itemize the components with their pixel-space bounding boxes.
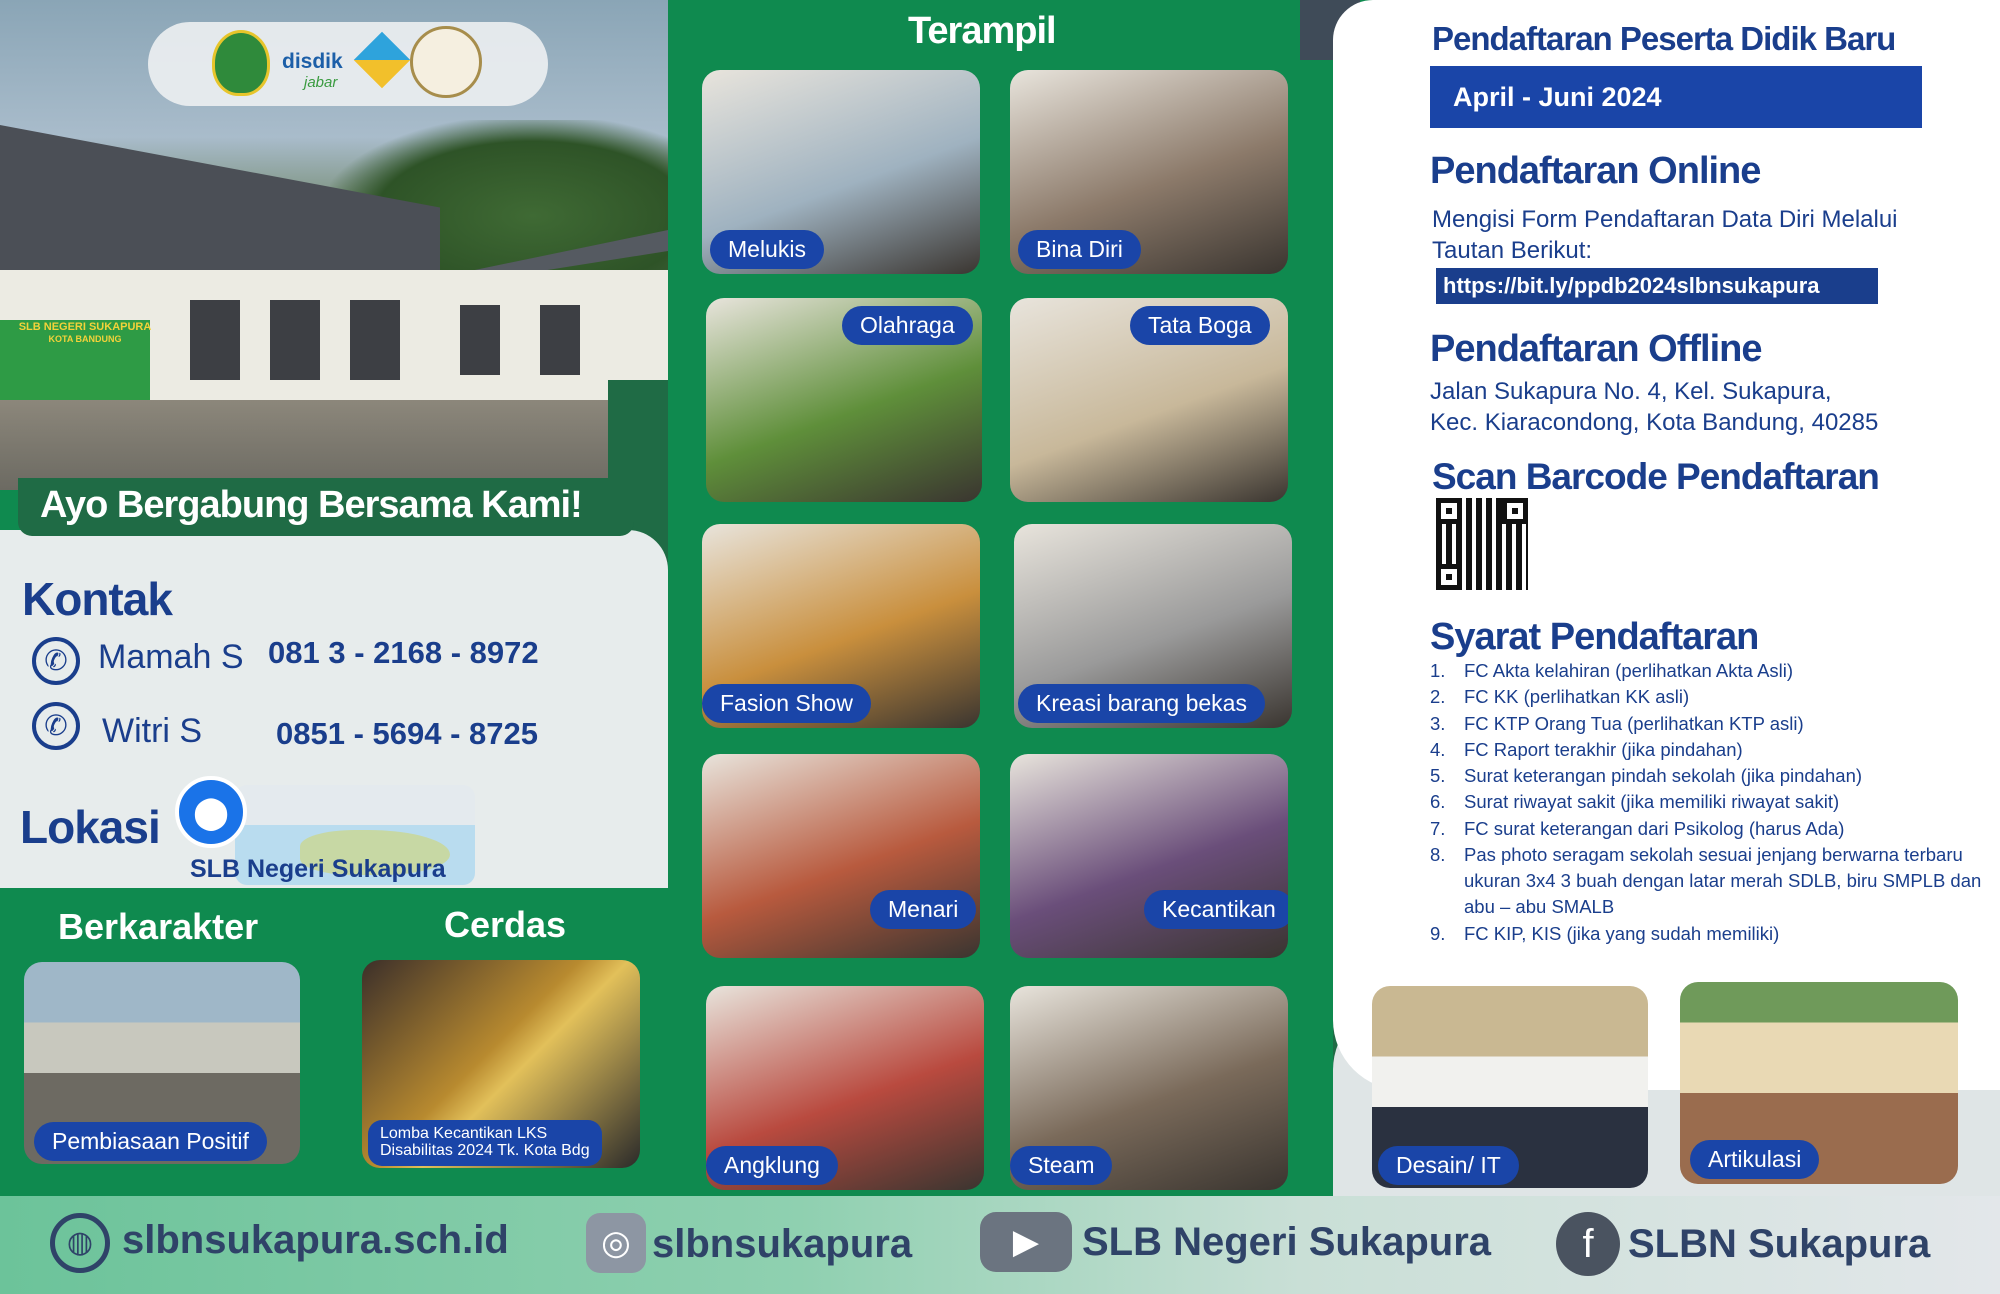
- requirement-item: [1430, 711, 1990, 737]
- requirement-text: FC KK (perlihatkan KK asli): [1464, 686, 1690, 708]
- skill-photo-4: [702, 524, 980, 728]
- contact-phone-1[interactable]: 081 3 - 2168 - 8972: [268, 635, 539, 670]
- skill-photo-5: [1014, 524, 1292, 728]
- requirement-text: FC Raport terakhir (jika pindahan): [1464, 738, 1743, 760]
- requirement-number: 4.: [1430, 738, 1446, 760]
- photo-desain-it: [1372, 986, 1648, 1188]
- skill-photo-6: [702, 754, 980, 958]
- skill-tag: Melukis: [710, 230, 824, 269]
- location-title: Lokasi: [20, 801, 160, 853]
- skill-photo-1: [1010, 70, 1288, 274]
- instagram-link[interactable]: slbnsukapura: [652, 1222, 913, 1266]
- website-link[interactable]: slbnsukapura.sch.id: [122, 1218, 509, 1262]
- youtube-icon: ▶: [980, 1212, 1072, 1272]
- requirement-item: [1430, 816, 1990, 842]
- skill-photo-7: [1010, 754, 1288, 958]
- skill-tag: Bina Diri: [1018, 230, 1141, 269]
- skill-tag: Angklung: [706, 1146, 838, 1185]
- skill-tag: Kreasi barang bekas: [1018, 684, 1265, 723]
- skill-photo-0: [702, 70, 980, 274]
- photo-cerdas: [362, 960, 640, 1168]
- requirement-item: [1430, 737, 1990, 763]
- requirement-item: [1430, 658, 1990, 684]
- syarat-title: Syarat Pendaftaran: [1430, 616, 1759, 658]
- requirement-number: 7.: [1430, 817, 1446, 839]
- terampil-title: Terampil: [908, 10, 1056, 52]
- window: [190, 300, 240, 380]
- requirement-text: FC KTP Orang Tua (perlihatkan KTP asli): [1464, 712, 1804, 734]
- online-desc: Mengisi Form Pendaftaran Data Diri Melalui Tautan Berikut:: [1432, 206, 1898, 265]
- requirement-text: FC KIP, KIS (jika yang sudah memiliki): [1464, 922, 1780, 944]
- youtube-link[interactable]: SLB Negeri Sukapura: [1082, 1220, 1492, 1264]
- requirement-text: Surat keterangan pindah sekolah (jika pindahan): [1464, 765, 1863, 787]
- photo-berkarakter: [24, 962, 300, 1164]
- cerdas-title: Cerdas: [444, 904, 567, 945]
- requirement-item: [1430, 684, 1990, 710]
- requirement-number: 1.: [1430, 660, 1446, 681]
- phone-icon: ✆: [32, 637, 80, 685]
- requirement-number: 5.: [1430, 765, 1446, 787]
- registration-link[interactable]: https://bit.ly/ppdb2024slbnsukapura: [1443, 273, 1820, 298]
- skill-photo-2: [706, 298, 982, 502]
- contact-phone-2[interactable]: 0851 - 5694 - 8725: [276, 716, 538, 751]
- phone-icon: ✆: [32, 702, 80, 750]
- period-text: April - Juni 2024: [1453, 82, 1662, 112]
- requirement-text: FC Akta kelahiran (perlihatkan Akta Asli): [1464, 660, 1794, 681]
- window: [460, 305, 500, 375]
- caption-tag: Pembiasaan Positif: [34, 1122, 267, 1161]
- skill-photo-9: [1010, 986, 1288, 1190]
- school-sign-text: SLB NEGERI SUKAPURA KOTA BANDUNG: [18, 321, 152, 345]
- requirement-number: 2.: [1430, 686, 1446, 708]
- logo-bar: [148, 22, 548, 106]
- scan-title: Scan Barcode Pendaftaran: [1432, 456, 1879, 497]
- window: [350, 300, 400, 380]
- ppdb-title: Pendaftaran Peserta Didik Baru: [1432, 20, 1896, 57]
- photo-artikulasi: [1680, 982, 1958, 1184]
- berkarakter-title: Berkarakter: [58, 906, 259, 947]
- skill-photo-8: [706, 986, 984, 1190]
- contact-name-2: Witri S: [102, 712, 203, 750]
- facebook-icon: f: [1556, 1212, 1620, 1276]
- requirement-text: Surat riwayat sakit (jika memiliki riwayat sakit): [1464, 791, 1840, 813]
- requirement-number: 3.: [1430, 712, 1446, 734]
- requirement-text: FC surat keterangan dari Psikolog (harus Ada): [1464, 817, 1845, 839]
- requirement-number: 9.: [1430, 922, 1446, 944]
- offline-title: Pendaftaran Offline: [1430, 328, 1762, 370]
- requirement-item: [1430, 763, 1990, 789]
- caption-tag: Desain/ IT: [1378, 1146, 1519, 1185]
- location-pin-icon[interactable]: ⬤: [175, 776, 247, 848]
- caption-tag: Artikulasi: [1690, 1140, 1819, 1179]
- skill-photo-3: [1010, 298, 1288, 502]
- skill-tag: Menari: [870, 890, 976, 929]
- skill-tag: Kecantikan: [1144, 890, 1288, 929]
- disdik-logo-sub: jabar: [304, 74, 338, 91]
- contact-name-1: Mamah S: [98, 638, 244, 676]
- skill-tag: Fasion Show: [702, 684, 871, 723]
- skill-tag: Tata Boga: [1130, 306, 1270, 345]
- facebook-link[interactable]: SLBN Sukapura: [1628, 1222, 1931, 1266]
- contact-title: Kontak: [22, 573, 172, 625]
- requirement-text: Pas photo seragam sekolah sesuai jenjang berwarna terbaru ukuran 3x4 3 buah dengan latar merah SDLB, biru SMPLB dan abu – abu SMALB: [1464, 843, 1982, 918]
- requirement-number: 6.: [1430, 791, 1446, 813]
- requirements-list: [1430, 658, 1990, 947]
- courtyard: [0, 400, 668, 490]
- requirement-item: [1430, 842, 1990, 921]
- globe-icon: ◍: [50, 1213, 110, 1273]
- slb-seal-icon: [410, 26, 482, 98]
- qr-code-icon[interactable]: [1436, 498, 1528, 590]
- instagram-icon: ◎: [586, 1213, 646, 1273]
- online-title: Pendaftaran Online: [1430, 150, 1761, 192]
- window: [540, 305, 580, 375]
- skill-tag: Steam: [1010, 1146, 1112, 1185]
- disdik-logo-text: disdik: [282, 50, 343, 73]
- offline-address: Jalan Sukapura No. 4, Kel. Sukapura, Kec. Kiaracondong, Kota Bandung, 40285: [1430, 378, 1879, 437]
- requirement-item: [1430, 921, 1990, 947]
- map-label[interactable]: SLB Negeri Sukapura: [190, 855, 446, 883]
- requirement-number: 8.: [1430, 843, 1446, 865]
- window: [270, 300, 320, 380]
- requirement-item: [1430, 789, 1990, 815]
- jabar-emblem-icon: [212, 30, 270, 96]
- skill-tag: Olahraga: [842, 306, 973, 345]
- caption-tag: Lomba Kecantikan LKS Disabilitas 2024 Tk. Kota Bdg: [368, 1120, 602, 1166]
- join-slogan: Ayo Bergabung Bersama Kami!: [40, 484, 582, 526]
